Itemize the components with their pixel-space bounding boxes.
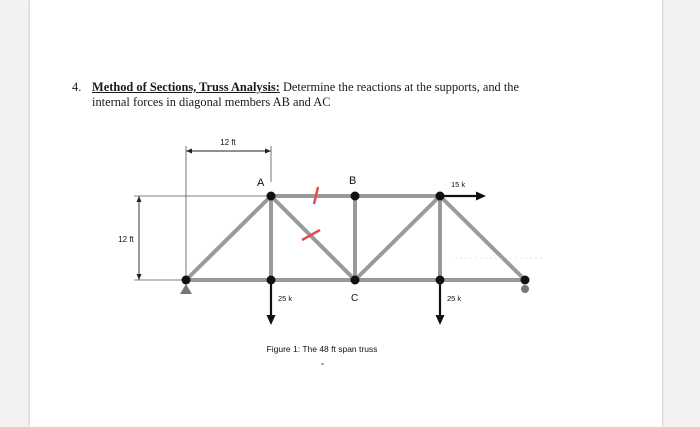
node-right-support [521, 276, 530, 285]
load-25k-right [436, 282, 462, 325]
node-c [351, 276, 360, 285]
pin-support [180, 284, 192, 294]
problem-text-1: Determine the reactions at the supports, and the [279, 80, 519, 94]
node-label-b: B [349, 175, 357, 187]
load-25k-left [267, 282, 293, 325]
load-15k-label: 15 k [451, 180, 466, 189]
problem-text-2: internal forces in diagonal members AB and AC [92, 95, 331, 109]
load-15k-horizontal [440, 180, 486, 201]
node-left-support [182, 276, 191, 285]
dimension-vertical-label: 12 ft [118, 235, 134, 244]
node-label-c: C [351, 293, 359, 304]
problem-number: 4. [72, 80, 82, 94]
load-25k-right-label: 25 k [447, 294, 462, 303]
truss-members [186, 196, 525, 280]
dimension-vertical [118, 196, 270, 280]
node-label-a: A [257, 177, 265, 189]
member-diagonal-center [355, 196, 440, 280]
node-b [351, 192, 360, 201]
load-25k-left-label: 25 k [278, 294, 293, 303]
dimension-horizontal-label: 12 ft [220, 138, 236, 147]
member-diagonal-ac [271, 196, 355, 280]
node-a [267, 192, 276, 201]
problem-title: Method of Sections, Truss Analysis: [92, 80, 280, 94]
figure-caption: Figure 1: The 48 ft span truss [266, 344, 378, 354]
roller-support [521, 285, 529, 293]
member-diagonal-left-end [186, 196, 271, 280]
member-diagonal-right-end [440, 196, 525, 280]
